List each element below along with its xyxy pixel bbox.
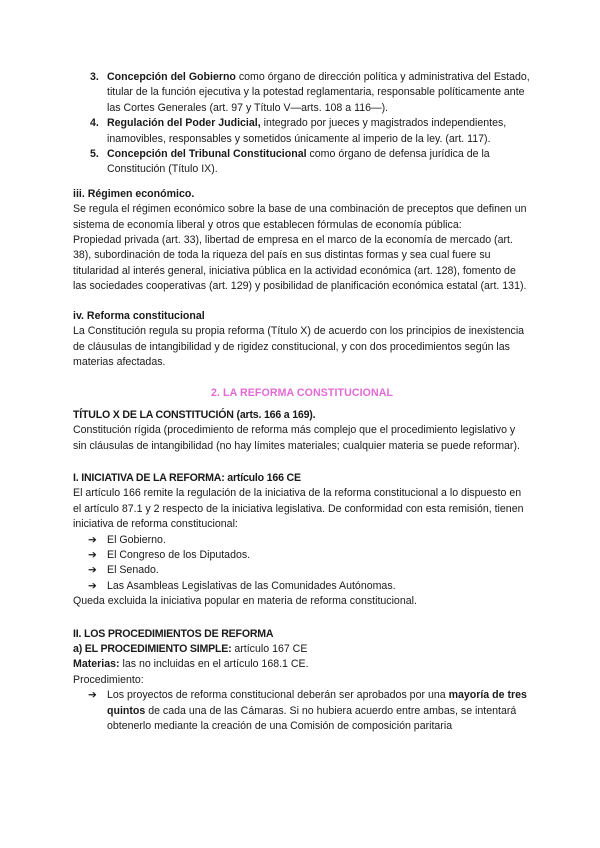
materias-label: Materias: xyxy=(73,658,120,671)
titulo-x-heading: TÍTULO X DE LA CONSTITUCIÓN (arts. 166 a 169). xyxy=(73,408,316,421)
list-item xyxy=(73,116,531,147)
item-text: El Senado. xyxy=(107,564,159,577)
item-text: de cada una de las Cámaras. Si no hubiera acuerdo entre ambas, se intentará obtenerlo mediante la creación de una Comisión de composición paritaria xyxy=(107,704,517,733)
item-text: como órgano de defensa jurídica de la Constitución (Título IX). xyxy=(107,148,490,176)
item-number: 4. xyxy=(90,117,99,130)
regimen-intro: Se regula el régimen económico sobre la base de una combinación de preceptos que definen un sistema de economía liberal y otros que establecen fórmulas de economía pública: xyxy=(73,203,527,231)
arrow-icon: ➔ xyxy=(88,533,97,546)
item-bold-text: Concepción del Tribunal Constitucional xyxy=(107,148,307,161)
list-item xyxy=(73,563,531,578)
procedimiento-label: Procedimiento: xyxy=(73,673,144,686)
procedimientos-heading: II. LOS PROCEDIMIENTOS DE REFORMA xyxy=(73,627,274,640)
item-text: El Congreso de los Diputados. xyxy=(107,548,251,561)
arrow-icon: ➔ xyxy=(88,548,97,561)
iniciativa-list xyxy=(73,533,531,595)
iniciativa-heading: I. INICIATIVA DE LA REFORMA: artículo 166 CE xyxy=(73,471,301,484)
arrow-icon: ➔ xyxy=(88,579,97,592)
arrow-icon: ➔ xyxy=(88,689,97,702)
iniciativa-closing: Queda excluida la iniciativa popular en materia de reforma constitucional. xyxy=(73,595,417,608)
reforma-heading: iv. Reforma constitucional xyxy=(73,309,205,322)
list-item xyxy=(73,579,531,594)
regimen-details: Propiedad privada (art. 33), libertad de empresa en el marco de la economía de mercado (art. 38), subordinación de toda la riqueza del país en sus distintas formas y sea cual fuere su titularidad al interés general, iniciativa pública en la actividad económica (art. 128), fomento de las sociedades cooperativas (art. 129) y posibilidad de planificación económica estatal (art. 131). xyxy=(73,234,527,293)
section-title: 2. LA REFORMA CONSTITUCIONAL xyxy=(210,387,394,400)
iniciativa-text: El artículo 166 remite la regulación de la iniciativa de la reforma constitucional a lo dispuesto en el artículo 87.1 y 2 respecto de la iniciativa legislativa. De conformidad con esta remisión, tienen iniciativa de reforma constitucional: xyxy=(73,487,524,531)
titulo-x-text: Constitución rígida (procedimiento de reforma más complejo que el procedimiento legislativo y sin cláusulas de intangibilidad (no hay límites materiales; cualquier materia se puede reformar). xyxy=(73,424,520,452)
procedimiento-list xyxy=(73,688,531,734)
governance-list xyxy=(73,70,531,178)
procedimiento-simple-ref: artículo 167 CE xyxy=(231,643,308,655)
list-item xyxy=(73,533,531,548)
arrow-icon: ➔ xyxy=(88,564,97,577)
list-item xyxy=(73,147,531,178)
item-text: El Gobierno. xyxy=(107,533,166,546)
item-number: 5. xyxy=(90,148,99,161)
item-text: como órgano de dirección política y administrativa del Estado, titular de la función ejecutiva y la potestad reglamentaria, responsable políticamente ante las Cortes Generales (art. 97 y Título V—arts. 108 a 116—). xyxy=(107,71,530,114)
item-number: 3. xyxy=(90,71,99,83)
item-text: Las Asambleas Legislativas de las Comunidades Autónomas. xyxy=(107,579,396,592)
procedimiento-simple-line xyxy=(73,642,531,657)
list-item xyxy=(73,70,531,116)
item-bold-text: Regulación del Poder Judicial, xyxy=(107,117,261,130)
item-bold-text: mayoría de tres quintos xyxy=(107,689,527,717)
item-text: Los proyectos de reforma constitucional deberán ser aprobados por una xyxy=(107,689,449,702)
reforma-text: La Constitución regula su propia reforma (Título X) de acuerdo con los principios de inexistencia de cláusulas de intangibilidad y de rigidez constitucional, y con dos procedimientos según las materias afectadas. xyxy=(73,325,525,368)
item-text: integrado por jueces y magistrados independientes, inamovibles, responsables y sometidos únicamente al imperio de la ley. (art. 117). xyxy=(107,117,507,145)
materias-text: las no incluidas en el artículo 168.1 CE. xyxy=(119,658,309,671)
page-content xyxy=(73,70,531,734)
item-bold-text: Concepción del Gobierno xyxy=(107,71,236,83)
regimen-heading: iii. Régimen económico. xyxy=(73,187,195,200)
list-item xyxy=(73,548,531,563)
materias-line xyxy=(73,657,531,672)
list-item xyxy=(73,688,531,734)
procedimiento-simple-label: a) EL PROCEDIMIENTO SIMPLE: xyxy=(73,643,232,655)
